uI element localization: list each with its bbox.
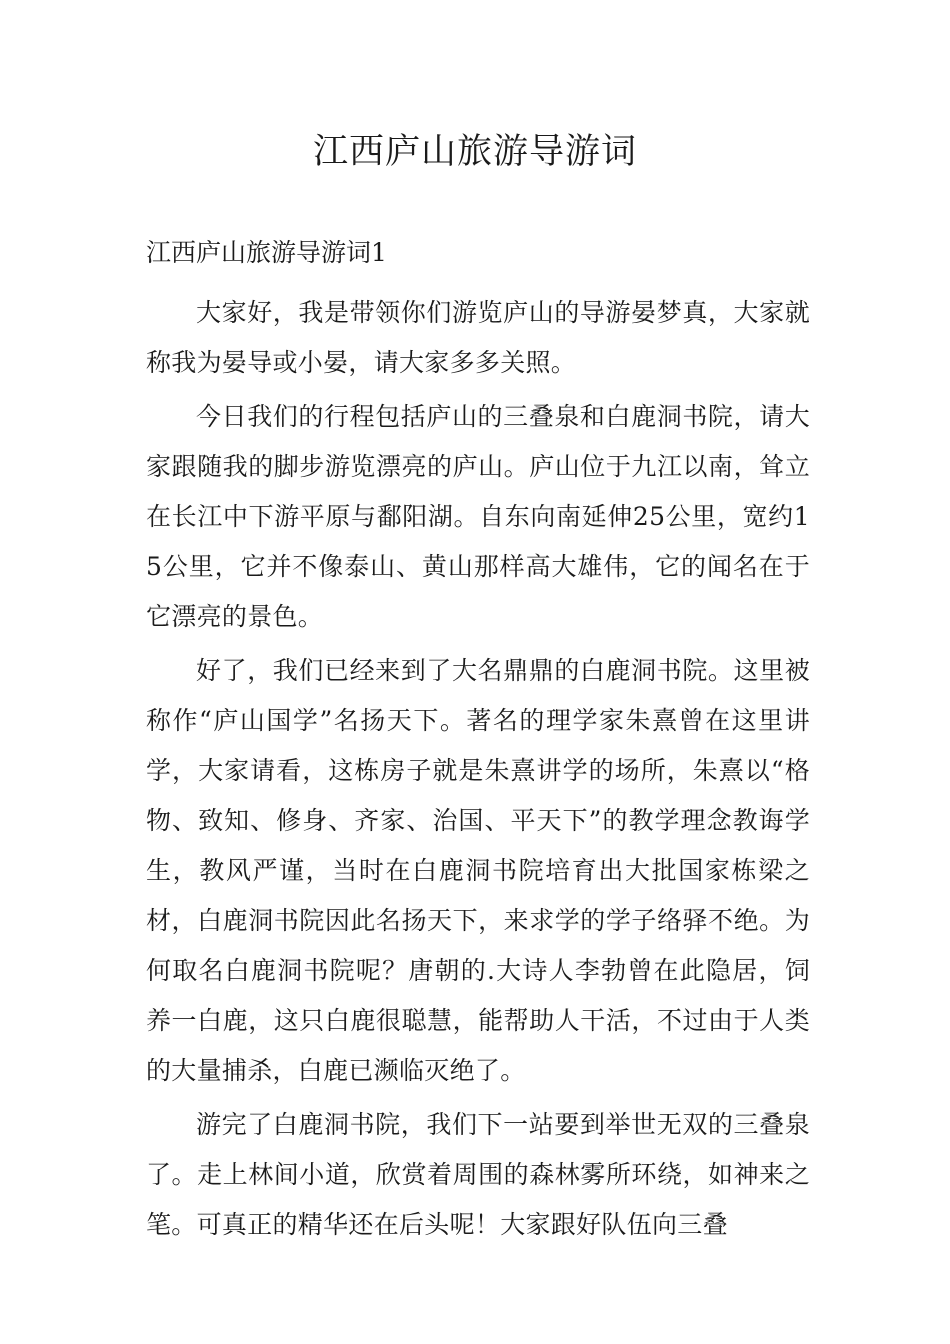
section-heading: 江西庐山旅游导游词1: [146, 238, 387, 267]
document-body: [146, 228, 810, 1250]
paragraph-itinerary: 今日我们的行程包括庐山的三叠泉和白鹿洞书院，请大家跟随我的脚步游览漂亮的庐山。庐山位于九江以南，耸立在长江中下游平原与鄱阳湖。自东向南延伸25公里，宽约15公里，它并不像泰山、黄山那样高大雄伟，它的闻名在于它漂亮的景色。: [146, 402, 810, 631]
page-title: 江西庐山旅游导游词: [312, 132, 637, 172]
paragraph-greeting: 大家好，我是带领你们游览庐山的导游晏梦真，大家就称我为晏导或小晏，请大家多多关照。: [146, 298, 810, 377]
paragraph-bailudong-academy: 好了，我们已经来到了大名鼎鼎的白鹿洞书院。这里被称作“庐山国学”名扬天下。著名的理学家朱熹曾在这里讲学，大家请看，这栋房子就是朱熹讲学的场所，朱熹以“格物、致知、修身、齐家、治国、平天下”的教学理念教诲学生，教风严谨，当时在白鹿洞书院培育出大批国家栋梁之材，白鹿洞书院因此名扬天下，来求学的学子络驿不绝。为何取名白鹿洞书院呢？唐朝的.大诗人李勃曾在此隐居，饲养一白鹿，这只白鹿很聪慧，能帮助人干活，不过由于人类的大量捕杀，白鹿已濒临灭绝了。: [146, 656, 810, 1085]
paragraph-sandiequan: 游完了白鹿洞书院，我们下一站要到举世无双的三叠泉了。走上林间小道，欣赏着周围的森林雾所环绕，如神来之笔。可真正的精华还在后头呢！大家跟好队伍向三叠: [146, 1110, 810, 1239]
